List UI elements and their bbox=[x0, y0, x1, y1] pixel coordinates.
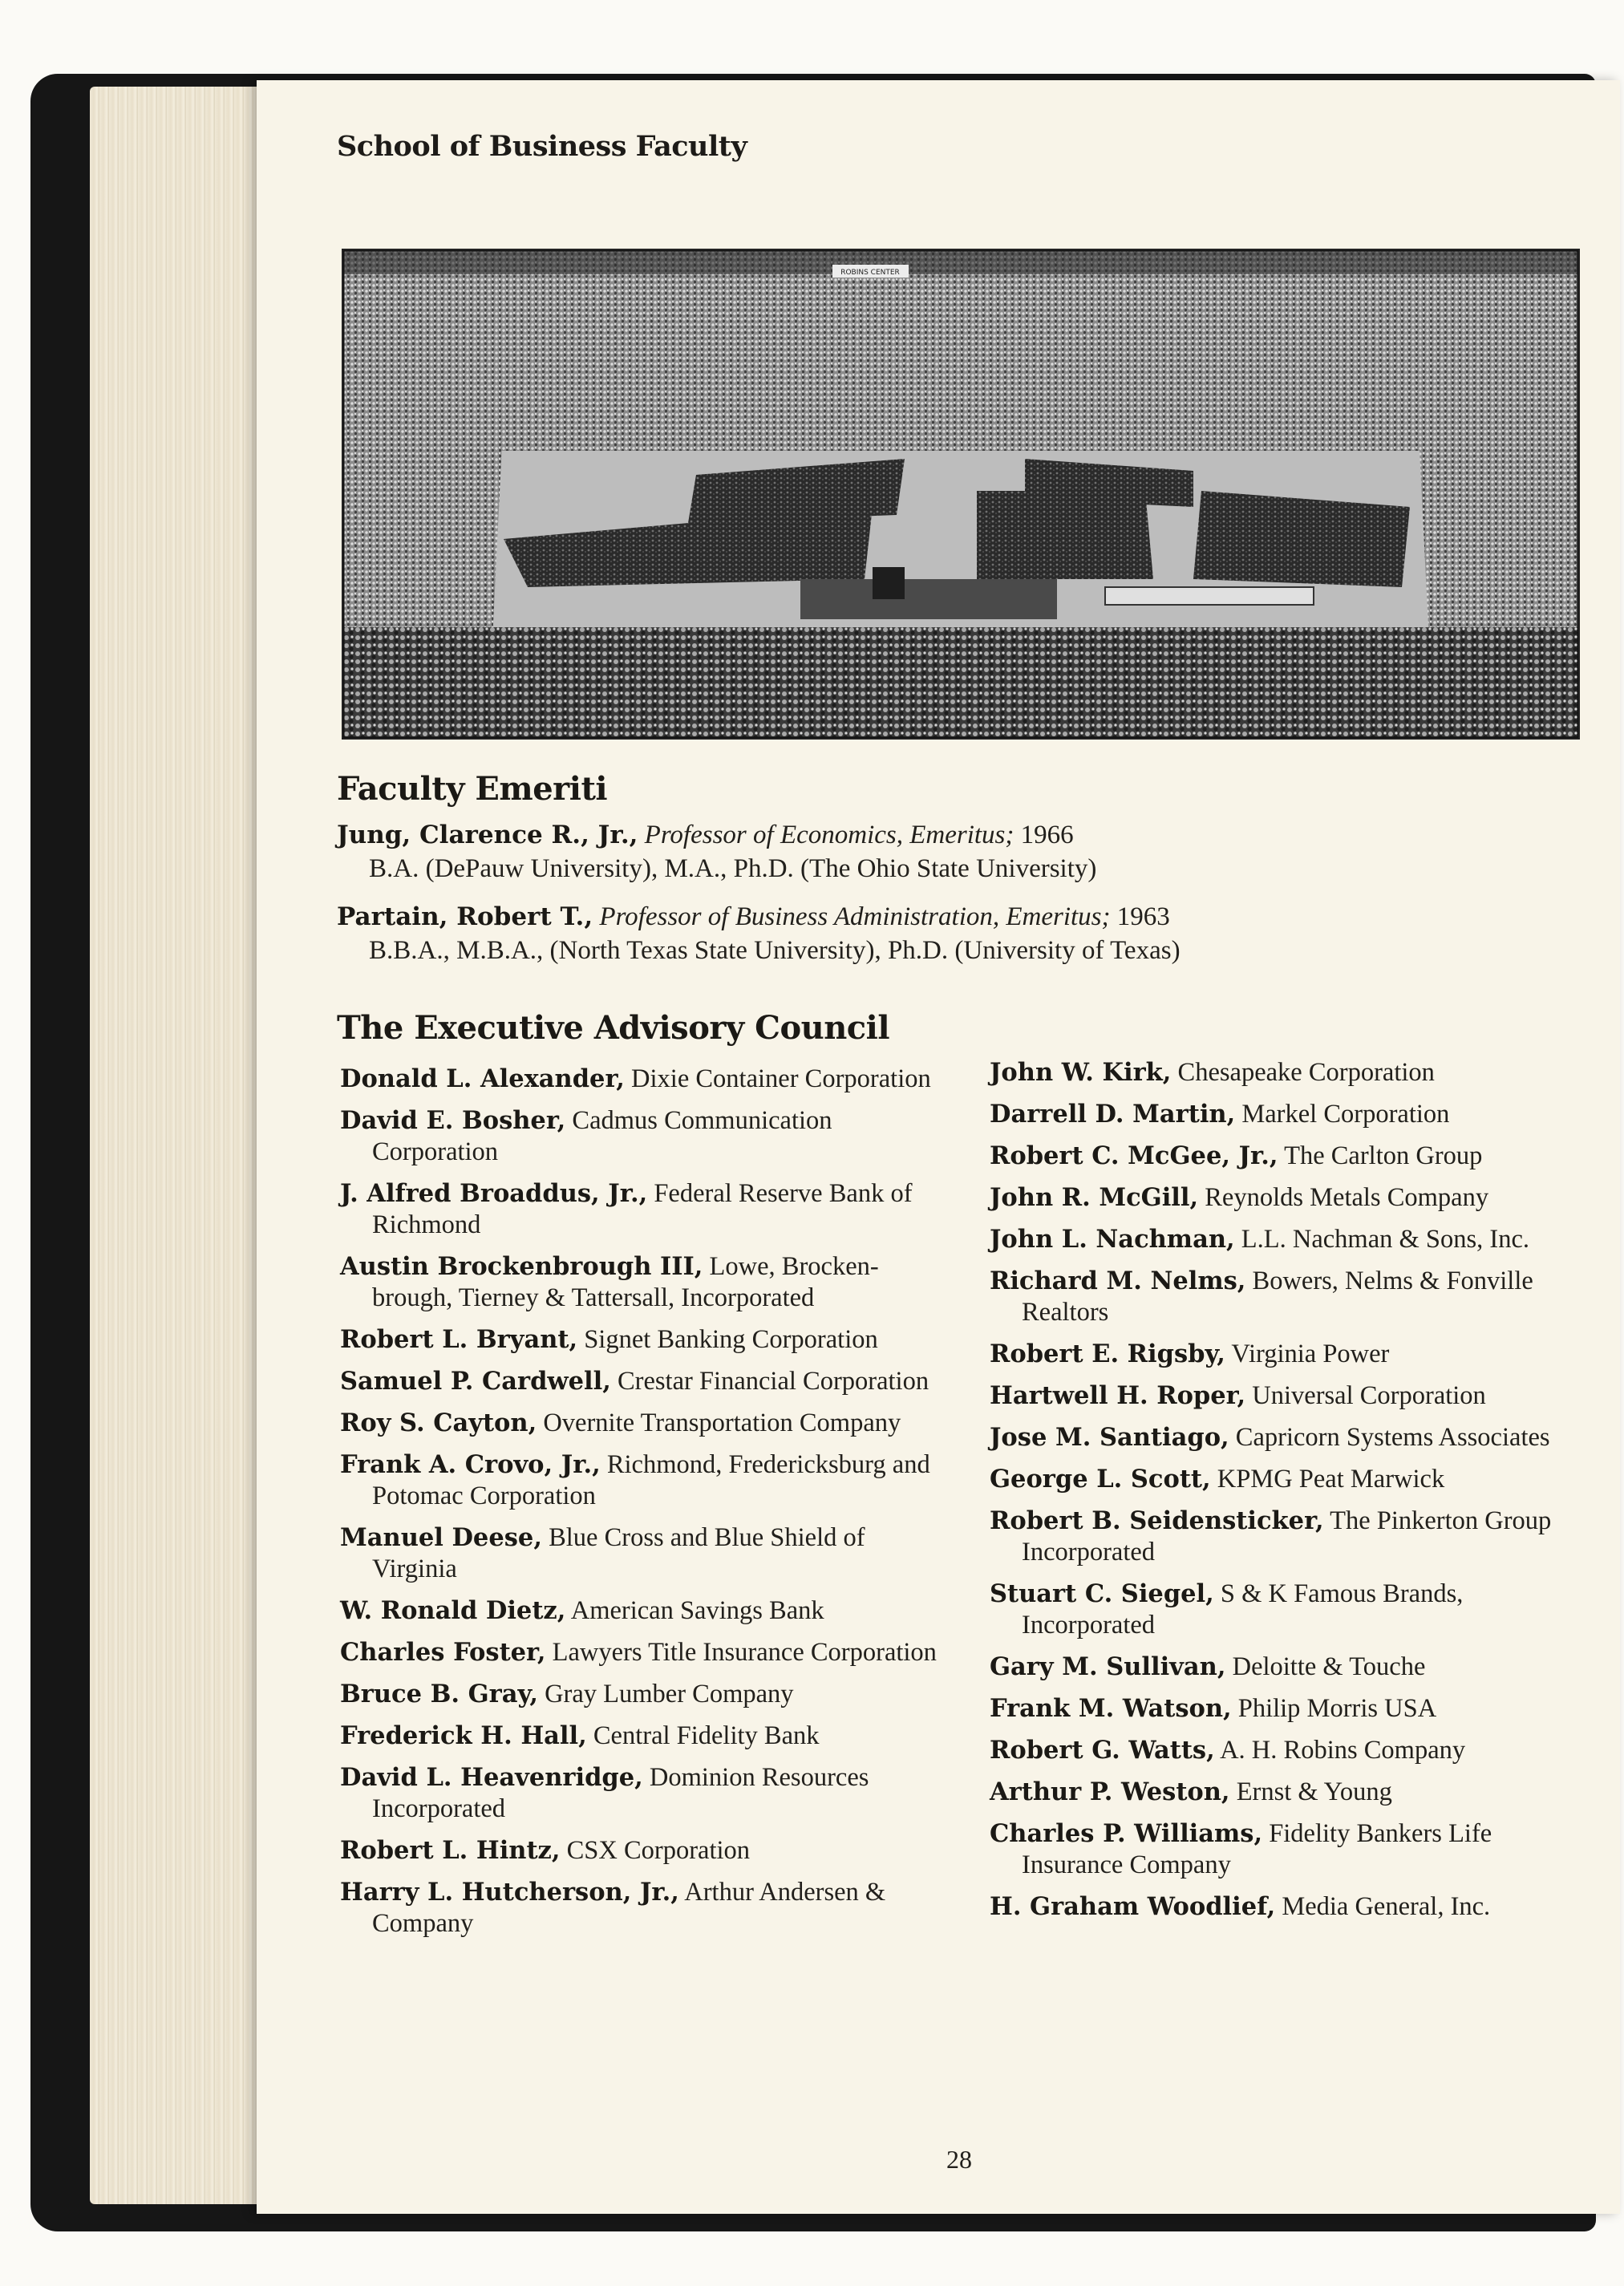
member-affiliation: Capricorn Systems Associates bbox=[1235, 1423, 1550, 1452]
member-name: Samuel P. Cardwell, bbox=[340, 1367, 611, 1396]
council-right-column bbox=[990, 1057, 1599, 1933]
council-member bbox=[990, 1182, 1599, 1214]
executive-advisory-council-heading: The Executive Advisory Council bbox=[337, 1009, 890, 1047]
member-name: Darrell D. Martin, bbox=[990, 1100, 1236, 1129]
emeritus-year: 1966 bbox=[1020, 821, 1074, 849]
member-name: Donald L. Alexander, bbox=[340, 1064, 625, 1093]
council-member bbox=[990, 1735, 1599, 1766]
emeritus-name: Jung, Clarence R., Jr., bbox=[337, 821, 638, 849]
council-member bbox=[340, 1877, 950, 1939]
member-affiliation: KPMG Peat Marwick bbox=[1217, 1465, 1445, 1494]
member-affiliation: A. H. Robins Company bbox=[1220, 1736, 1466, 1765]
council-member bbox=[340, 1105, 950, 1168]
member-name: Harry L. Hutcherson, Jr., bbox=[340, 1878, 679, 1907]
member-name: Robert B. Seidensticker, bbox=[990, 1506, 1324, 1535]
emeritus-entry bbox=[337, 900, 1588, 967]
member-affiliation: Reynolds Metals Company bbox=[1205, 1183, 1489, 1212]
emeritus-entry bbox=[337, 818, 1588, 886]
council-member bbox=[340, 1178, 950, 1241]
emeritus-degrees: B.A. (DePauw University), M.A., Ph.D. (The Ohio State University) bbox=[369, 854, 1097, 883]
member-affiliation: S & K Famous Brands, Incorporated bbox=[1022, 1579, 1464, 1640]
member-name: Richard M. Nelms, bbox=[990, 1267, 1246, 1295]
member-affiliation: Overnite Transportation Company bbox=[543, 1408, 901, 1437]
council-member bbox=[340, 1637, 950, 1668]
member-affiliation: Arthur Andersen & Company bbox=[372, 1878, 886, 1938]
emeritus-year: 1963 bbox=[1116, 902, 1170, 931]
member-name: David L. Heavenridge, bbox=[340, 1763, 643, 1792]
council-member bbox=[990, 1099, 1599, 1130]
member-name: Hartwell H. Roper, bbox=[990, 1381, 1246, 1410]
council-member bbox=[990, 1422, 1599, 1453]
member-affiliation: Blue Cross and Blue Shield of Virginia bbox=[372, 1523, 865, 1583]
emeritus-name: Partain, Robert T., bbox=[337, 902, 593, 931]
council-member bbox=[990, 1506, 1599, 1568]
member-name: Charles Foster, bbox=[340, 1638, 546, 1667]
member-affiliation: Richmond, Fredericksburg and Potomac Corporation bbox=[372, 1450, 930, 1510]
member-affiliation: Lawyers Title Insurance Corporation bbox=[552, 1638, 937, 1667]
emeritus-degrees: B.B.A., M.B.A., (North Texas State University), Ph.D. (University of Texas) bbox=[369, 936, 1181, 965]
member-affiliation: American Savings Bank bbox=[570, 1596, 824, 1625]
council-member bbox=[990, 1266, 1599, 1328]
member-name: George L. Scott, bbox=[990, 1465, 1211, 1494]
member-affiliation: Signet Banking Corporation bbox=[584, 1325, 878, 1354]
arena-sign-text: ROBINS CENTER bbox=[840, 269, 900, 277]
member-affiliation: Lowe, Brocken-brough, Tierney & Tattersall, Incorporated bbox=[372, 1252, 879, 1312]
emeritus-title: Professor of Business Administration, Emeritus; bbox=[599, 902, 1111, 931]
running-head: School of Business Faculty bbox=[337, 130, 747, 163]
book-page bbox=[257, 80, 1620, 2214]
member-affiliation: Markel Corporation bbox=[1241, 1100, 1450, 1129]
member-name: Stuart C. Siegel, bbox=[990, 1579, 1214, 1608]
member-affiliation: Virginia Power bbox=[1231, 1340, 1390, 1368]
member-name: Frederick H. Hall, bbox=[340, 1721, 587, 1750]
member-name: John W. Kirk, bbox=[990, 1058, 1172, 1087]
member-name: John L. Nachman, bbox=[990, 1225, 1235, 1254]
council-member bbox=[990, 1464, 1599, 1495]
member-name: Arthur P. Weston, bbox=[990, 1777, 1230, 1806]
member-name: Frank A. Crovo, Jr., bbox=[340, 1450, 601, 1479]
member-name: Robert C. McGee, Jr., bbox=[990, 1141, 1278, 1170]
member-name: Robert L. Hintz, bbox=[340, 1836, 561, 1865]
council-member bbox=[340, 1522, 950, 1585]
member-affiliation: CSX Corporation bbox=[566, 1836, 751, 1865]
member-affiliation: Central Fidelity Bank bbox=[593, 1721, 820, 1750]
council-member bbox=[340, 1324, 950, 1356]
member-affiliation: The Pinkerton Group Incorporated bbox=[1022, 1506, 1552, 1567]
member-affiliation: Federal Reserve Bank of Richmond bbox=[372, 1179, 913, 1239]
member-affiliation: Media General, Inc. bbox=[1282, 1892, 1491, 1921]
council-member bbox=[340, 1595, 950, 1627]
council-member bbox=[990, 1891, 1599, 1923]
council-member bbox=[990, 1224, 1599, 1255]
council-member bbox=[990, 1777, 1599, 1808]
member-name: Jose M. Santiago, bbox=[990, 1423, 1229, 1452]
council-member bbox=[340, 1679, 950, 1710]
member-affiliation: Ernst & Young bbox=[1236, 1777, 1392, 1806]
member-affiliation: Gray Lumber Company bbox=[545, 1680, 794, 1708]
council-member bbox=[340, 1366, 950, 1397]
member-name: Frank M. Watson, bbox=[990, 1694, 1232, 1723]
council-member bbox=[340, 1251, 950, 1314]
page-edges-stack bbox=[90, 87, 274, 2204]
member-name: Gary M. Sullivan, bbox=[990, 1652, 1226, 1681]
council-member bbox=[340, 1408, 950, 1439]
member-affiliation: Dixie Container Corporation bbox=[631, 1064, 931, 1093]
council-member bbox=[340, 1762, 950, 1825]
commencement-arena-photo bbox=[342, 249, 1580, 740]
council-member bbox=[340, 1449, 950, 1512]
council-member bbox=[990, 1818, 1599, 1881]
council-member bbox=[990, 1652, 1599, 1683]
council-member bbox=[990, 1380, 1599, 1412]
council-left-column bbox=[340, 1064, 950, 1950]
page-number: 28 bbox=[946, 2145, 972, 2174]
member-name: Charles P. Williams, bbox=[990, 1819, 1263, 1848]
member-name: Robert L. Bryant, bbox=[340, 1325, 578, 1354]
member-affiliation: Cadmus Communication Corporation bbox=[372, 1106, 832, 1166]
member-name: W. Ronald Dietz, bbox=[340, 1596, 566, 1625]
council-member bbox=[990, 1693, 1599, 1725]
member-name: John R. McGill, bbox=[990, 1183, 1199, 1212]
member-name: David E. Bosher, bbox=[340, 1106, 566, 1135]
faculty-emeriti-heading: Faculty Emeriti bbox=[337, 770, 608, 808]
council-member bbox=[990, 1057, 1599, 1088]
council-member bbox=[990, 1579, 1599, 1641]
member-affiliation: Bowers, Nelms & Fonville Realtors bbox=[1022, 1267, 1533, 1327]
member-affiliation: Universal Corporation bbox=[1252, 1381, 1486, 1410]
member-name: H. Graham Woodlief, bbox=[990, 1892, 1276, 1921]
council-member bbox=[990, 1339, 1599, 1370]
council-member bbox=[340, 1064, 950, 1095]
member-affiliation: Crestar Financial Corporation bbox=[617, 1367, 929, 1396]
member-name: Bruce B. Gray, bbox=[340, 1680, 538, 1708]
member-affiliation: Dominion Resources Incorporated bbox=[372, 1763, 869, 1823]
emeritus-title: Professor of Economics, Emeritus; bbox=[644, 821, 1014, 849]
member-affiliation: Deloitte & Touche bbox=[1232, 1652, 1426, 1681]
member-name: J. Alfred Broaddus, Jr., bbox=[340, 1179, 648, 1208]
member-affiliation: Fidelity Bankers Life Insurance Company bbox=[1022, 1819, 1492, 1879]
member-name: Robert G. Watts, bbox=[990, 1736, 1215, 1765]
member-name: Austin Brockenbrough III, bbox=[340, 1252, 703, 1281]
council-member bbox=[340, 1721, 950, 1752]
member-affiliation: The Carlton Group bbox=[1284, 1141, 1483, 1170]
council-member bbox=[990, 1141, 1599, 1172]
council-member bbox=[340, 1835, 950, 1866]
member-name: Roy S. Cayton, bbox=[340, 1408, 537, 1437]
member-affiliation: Philip Morris USA bbox=[1237, 1694, 1437, 1723]
member-affiliation: Chesapeake Corporation bbox=[1177, 1058, 1435, 1087]
member-affiliation: L.L. Nachman & Sons, Inc. bbox=[1241, 1225, 1529, 1254]
member-name: Robert E. Rigsby, bbox=[990, 1340, 1225, 1368]
member-name: Manuel Deese, bbox=[340, 1523, 542, 1552]
